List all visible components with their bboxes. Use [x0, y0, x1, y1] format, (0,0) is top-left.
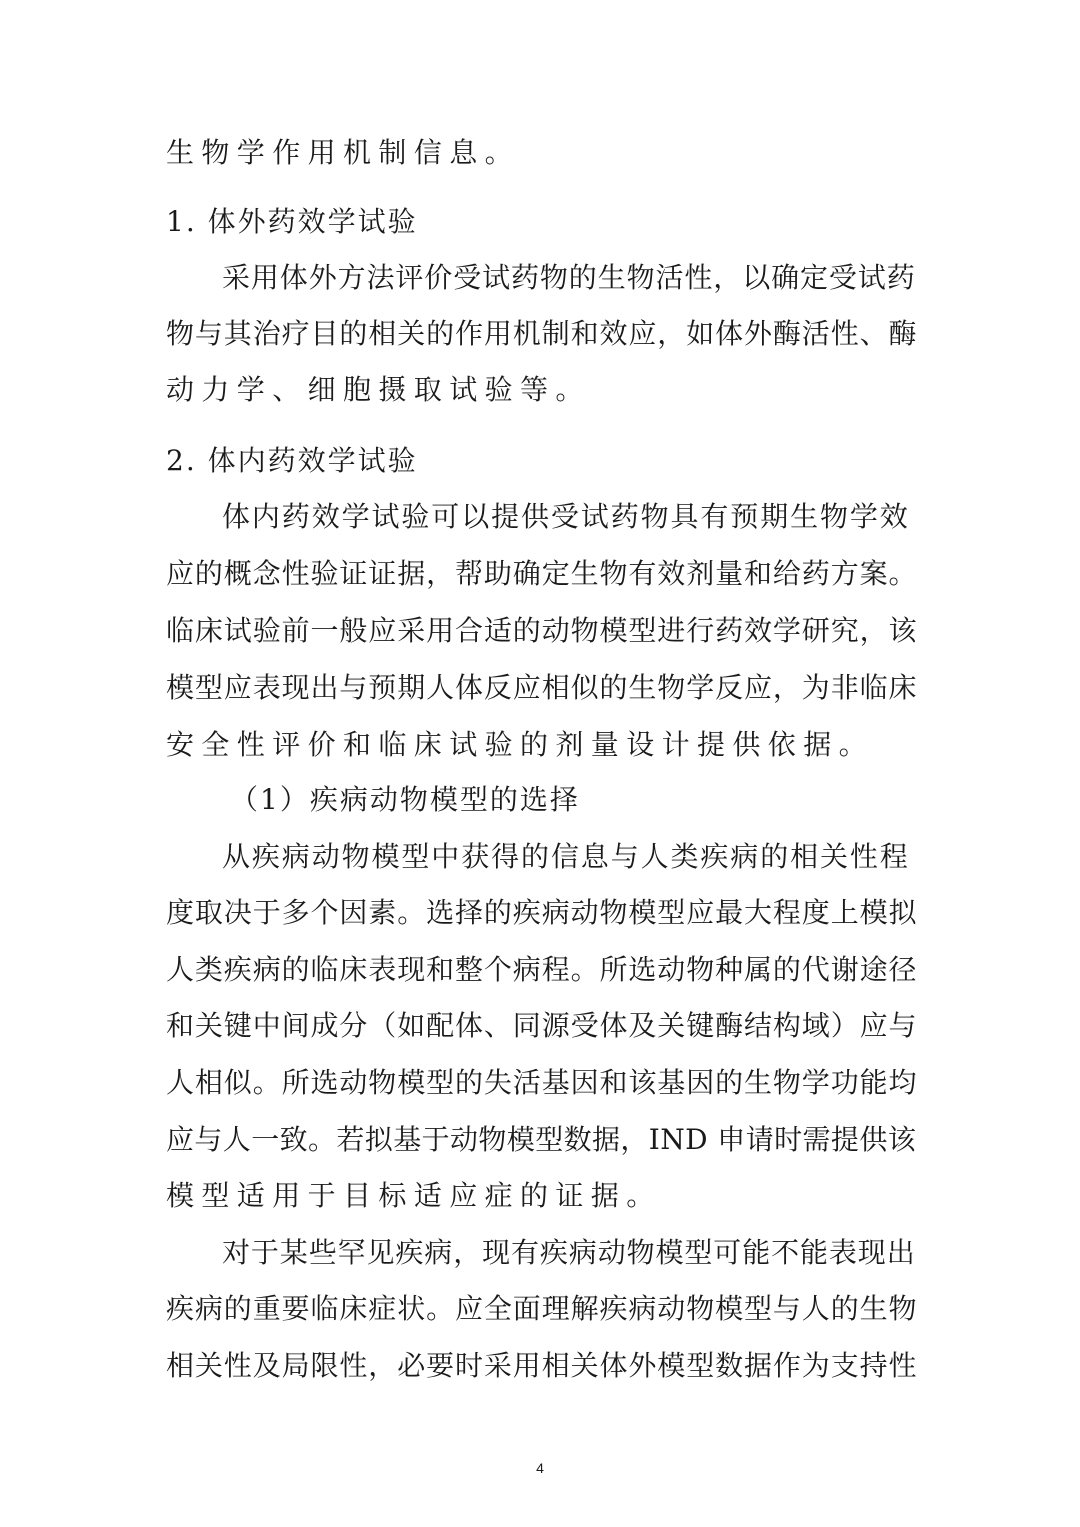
- page-number: 4: [536, 1460, 544, 1476]
- section-heading-in-vivo: 2. 体内药效学试验: [166, 444, 418, 477]
- paragraph-line: 动力学、细胞摄取试验等。: [166, 373, 591, 406]
- subsection-heading-model-selection: （1）疾病动物模型的选择: [230, 783, 580, 816]
- paragraph-line: 模型应表现出与预期人体反应相似的生物学反应，为非临床: [166, 671, 918, 704]
- paragraph-line: 人相似。所选动物模型的失活基因和该基因的生物学功能均: [166, 1066, 918, 1099]
- paragraph-line: 安全性评价和临床试验的剂量设计提供依据。: [166, 728, 875, 761]
- paragraph-line: 应的概念性验证证据，帮助确定生物有效剂量和给药方案。: [166, 557, 918, 590]
- paragraph-line: 从疾病动物模型中获得的信息与人类疾病的相关性程: [222, 840, 910, 873]
- paragraph-line: 人类疾病的临床表现和整个病程。所选动物种属的代谢途径: [166, 953, 918, 986]
- paragraph-line: 疾病的重要临床症状。应全面理解疾病动物模型与人的生物: [166, 1292, 918, 1325]
- paragraph-line: 对于某些罕见疾病，现有疾病动物模型可能不能表现出: [222, 1236, 916, 1269]
- paragraph-line: 和关键中间成分（如配体、同源受体及关键酶结构域）应与: [166, 1009, 918, 1042]
- paragraph-line: 应与人一致。若拟基于动物模型数据，IND 申请时需提供该: [166, 1123, 917, 1156]
- paragraph-line: 物与其治疗目的相关的作用机制和效应，如体外酶活性、酶: [166, 317, 918, 350]
- paragraph-line: 生物学作用机制信息。: [166, 136, 521, 169]
- paragraph-line: 采用体外方法评价受试药物的生物活性，以确定受试药: [222, 261, 916, 294]
- paragraph-line: 相关性及局限性，必要时采用相关体外模型数据作为支持性: [166, 1349, 918, 1382]
- section-heading-in-vitro: 1. 体外药效学试验: [166, 205, 418, 238]
- paragraph-line: 体内药效学试验可以提供受试药物具有预期生物学效: [222, 500, 910, 533]
- paragraph-line: 模型适用于目标适应症的证据。: [166, 1179, 662, 1212]
- paragraph-line: 临床试验前一般应采用合适的动物模型进行药效学研究，该: [166, 614, 918, 647]
- paragraph-line: 度取决于多个因素。选择的疾病动物模型应最大程度上模拟: [166, 896, 918, 929]
